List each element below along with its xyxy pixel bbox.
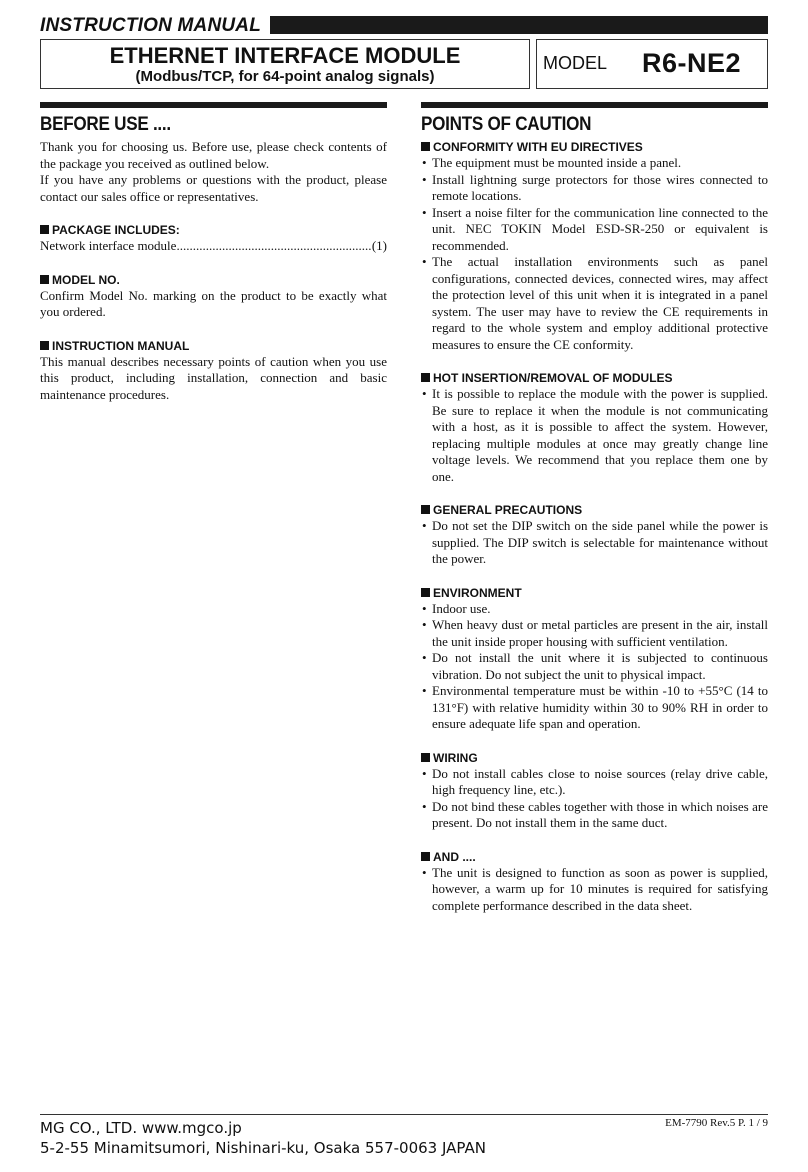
title-box — [40, 39, 530, 89]
square-bullet-icon — [40, 275, 49, 284]
square-bullet-icon — [40, 225, 49, 234]
subsection-and: AND .... — [421, 849, 768, 865]
list-item: • Do not bind these cables together with those in which noises are present. Do not install them in the same duct. — [421, 799, 768, 832]
model-box — [536, 39, 768, 89]
square-bullet-icon — [421, 505, 430, 514]
square-bullet-icon — [421, 373, 430, 382]
subsection-model-no: MODEL NO. — [40, 272, 387, 288]
list-item: • When heavy dust or metal particles are present in the air, install the unit inside proper housing with sufficient ventilation. — [421, 617, 768, 650]
list-item: • Install lightning surge protectors for those wires connected to remote locations. — [421, 172, 768, 205]
subsection-hot-insertion: HOT INSERTION/REMOVAL OF MODULES — [421, 370, 768, 386]
square-bullet-icon — [421, 142, 430, 151]
list-item: • The equipment must be mounted inside a panel. — [421, 155, 768, 172]
dot-leader — [176, 238, 371, 255]
section-rule — [421, 102, 768, 108]
document-title: ETHERNET INTERFACE MODULE — [109, 43, 461, 68]
subsection-environment: ENVIRONMENT — [421, 585, 768, 601]
intro-paragraph-2: If you have any problems or questions with the product, please contact our sales office or representatives. — [40, 172, 387, 204]
subsection-instruction-manual: INSTRUCTION MANUAL — [40, 338, 387, 354]
list-item: • Insert a noise filter for the communication line connected to the unit. NEC TOKIN Model ESD-SR-250 or equivalent is recommended. — [421, 205, 768, 255]
package-item: Network interface module — [40, 238, 177, 253]
list-item: • The actual installation environments such as panel configurations, connected devices, connected wires, may affect the protection level of this unit when it is integrated in a panel system. The user may have to review the CE requirements in regard to the whole system and employ additional protective measures to ensure the CE conformity. — [421, 254, 768, 353]
list-item: • Environmental temperature must be within -10 to +55°C (14 to 131°F) with relative humidity within 30 to 90% RH in order to ensure adequate life span and operation. — [421, 683, 768, 733]
list-item: • It is possible to replace the module with the power is supplied. Be sure to replace it when the module is not communicating with a host, as it is possible to affect the system. However, replacing multiple modules at once may greatly change line voltage levels. We recommend that you replace them one by one. — [421, 386, 768, 485]
model-label: MODEL — [543, 53, 608, 73]
footer-company-block — [40, 1118, 486, 1158]
list-item: • Indoor use. — [421, 601, 768, 618]
subsection-eu: CONFORMITY WITH EU DIRECTIVES — [421, 139, 768, 155]
list-item: • The unit is designed to function as soon as power is supplied, however, a warm up for 10 minutes is required for satisfying complete performance described in the data sheet. — [421, 865, 768, 915]
model-paragraph: Confirm Model No. marking on the product to be exactly what you ordered. — [40, 287, 387, 319]
wiring-list — [421, 766, 768, 832]
model-value: R6-NE2 — [641, 48, 741, 78]
doc-reference: EM-7790 Rev.5 P. 1 / 9 — [665, 1117, 768, 1129]
left-column — [40, 102, 387, 403]
manual-paragraph: This manual describes necessary points of caution when you use this product, including installation, connection and basic maintenance procedures. — [40, 353, 387, 402]
package-item-line — [40, 238, 387, 255]
section-rule — [40, 102, 387, 108]
square-bullet-icon — [421, 753, 430, 762]
list-item: • Do not install the unit where it is subjected to continuous vibration. Do not subject the unit to physical impact. — [421, 650, 768, 683]
list-item: • Do not install cables close to noise sources (relay drive cable, high frequency line, etc.). — [421, 766, 768, 799]
document-subtitle: (Modbus/TCP, for 64-point analog signals) — [135, 68, 435, 85]
right-column — [421, 102, 768, 914]
subsection-wiring: WIRING — [421, 750, 768, 766]
square-bullet-icon — [421, 852, 430, 861]
subsection-package: PACKAGE INCLUDES: — [40, 222, 387, 238]
intro-paragraph: Thank you for choosing us. Before use, please check contents of the package you received as outlined below. — [40, 139, 387, 171]
address-line: 5-2-55 Minamitsumori, Nishinari-ku, Osaka 557-0063 JAPAN — [40, 1139, 486, 1157]
company-line: MG CO., LTD. www.mgco.jp — [40, 1119, 242, 1137]
and-list — [421, 865, 768, 915]
env-list — [421, 601, 768, 733]
hot-list — [421, 386, 768, 485]
manual-label: INSTRUCTION MANUAL — [40, 15, 262, 36]
section-title-before-use: BEFORE USE .... — [40, 114, 171, 135]
square-bullet-icon — [40, 341, 49, 350]
subsection-general: GENERAL PRECAUTIONS — [421, 502, 768, 518]
square-bullet-icon — [421, 588, 430, 597]
footer-rule — [40, 1114, 768, 1115]
list-item: • Do not set the DIP switch on the side panel while the power is supplied. The DIP switch is selectable for maintenance without the power. — [421, 518, 768, 568]
general-list — [421, 518, 768, 568]
header-bar — [270, 16, 768, 34]
package-qty: (1) — [371, 238, 387, 253]
section-title-caution: POINTS OF CAUTION — [421, 114, 592, 135]
eu-list — [421, 155, 768, 353]
